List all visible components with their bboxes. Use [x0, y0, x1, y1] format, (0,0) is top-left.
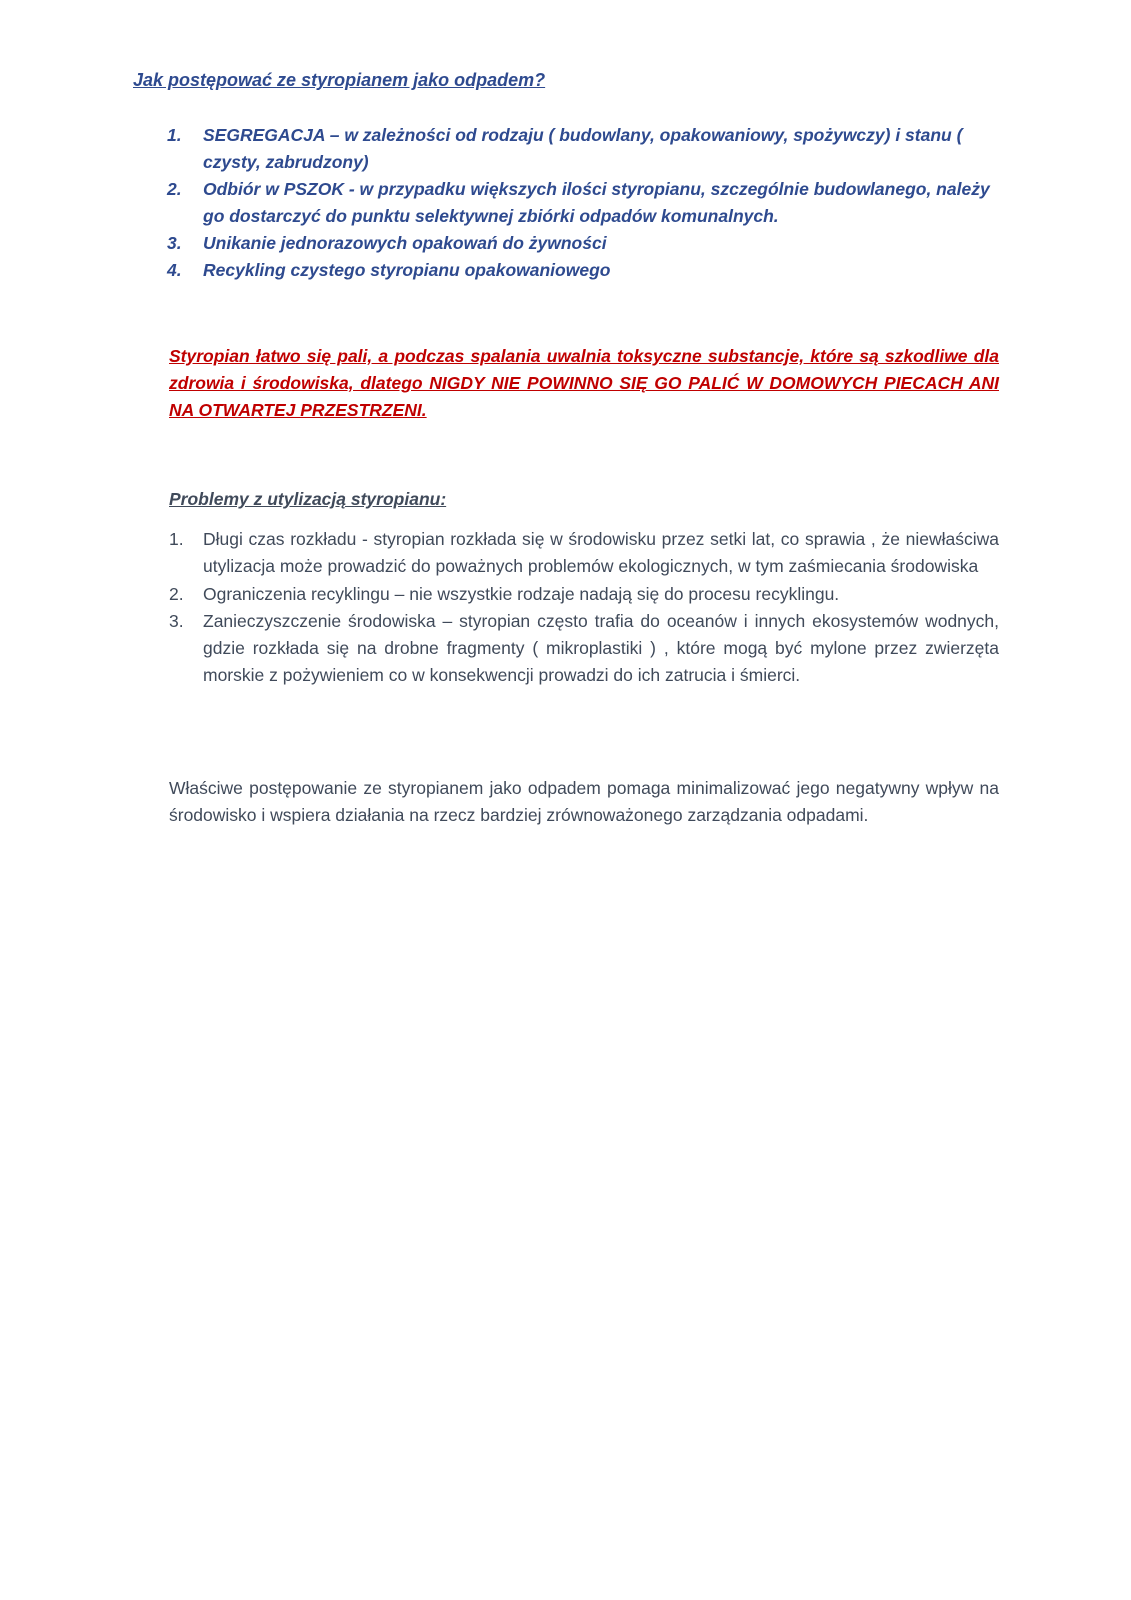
list-item-number: 4. [167, 260, 182, 280]
conclusion-paragraph: Właściwe postępowanie ze styropianem jako odpadem pomaga minimalizować jego negatywny wpływ na środowisko i wspiera działania na rzecz bardziej zrównoważonego zarządzania odpadami. [169, 778, 999, 825]
list-item-number: 3. [169, 610, 184, 631]
list-item-text: Długi czas rozkładu - styropian rozkłada się w środowisku przez setki lat, co sprawia , że niewłaściwa utylizacja może prowadzić do poważnych problemów ekologicznych, w tym zaśmiecania środowiska [203, 529, 999, 577]
list-item [167, 230, 997, 257]
fire-warning-paragraph: Styropian łatwo się pali, a podczas spalania uwalnia toksyczne substancje, które są szkodliwe dla zdrowia i środowiska, dlatego NIGDY NIE POWINNO SIĘ GO PALIĆ W DOMOWYCH PIECACH ANI NA OTWARTEJ PRZESTRZENI. [169, 346, 999, 420]
list-item-number: 2. [169, 583, 184, 604]
list-item-text: Ograniczenia recyklingu – nie wszystkie rodzaje nadają się do procesu recyklingu. [203, 583, 840, 604]
document-title: Jak postępować ze styropianem jako odpadem? [133, 70, 546, 90]
list-item-text: SEGREGACJA – w zależności od rodzaju ( budowlany, opakowaniowy, spożywczy) i stanu ( czysty, zabrudzony) [203, 125, 963, 172]
list-item-number: 2. [167, 179, 182, 199]
list-item [169, 608, 999, 690]
list-item-number: 1. [169, 529, 184, 549]
list-item [167, 176, 997, 230]
list-item-number: 3. [167, 233, 182, 253]
list-item-text: Odbiór w PSZOK - w przypadku większych ilości styropianu, szczególnie budowlanego, należy go dostarczyć do punktu selektywnej zbiórki odpadów komunalnych. [203, 179, 990, 226]
list-item [167, 122, 997, 176]
list-item [169, 526, 999, 581]
problems-heading: Problemy z utylizacją styropianu: [169, 489, 447, 509]
problems-list [169, 526, 999, 690]
list-item-number: 1. [167, 125, 182, 145]
list-item [167, 257, 997, 284]
list-item-text: Unikanie jednorazowych opakowań do żywności [203, 233, 607, 253]
list-item-text: Zanieczyszczenie środowiska – styropian często trafia do oceanów i innych ekosystemów wodnych, gdzie rozkłada się na drobne fragmenty ( mikroplastiki ) , które mogą być mylone przez zwierzęta morskie z pożywieniem co w konsekwencji prowadzi do ich zatrucia i śmierci. [203, 610, 999, 686]
list-item [169, 581, 999, 608]
steps-list [167, 122, 997, 284]
list-item-text: Recykling czystego styropianu opakowaniowego [203, 260, 611, 280]
